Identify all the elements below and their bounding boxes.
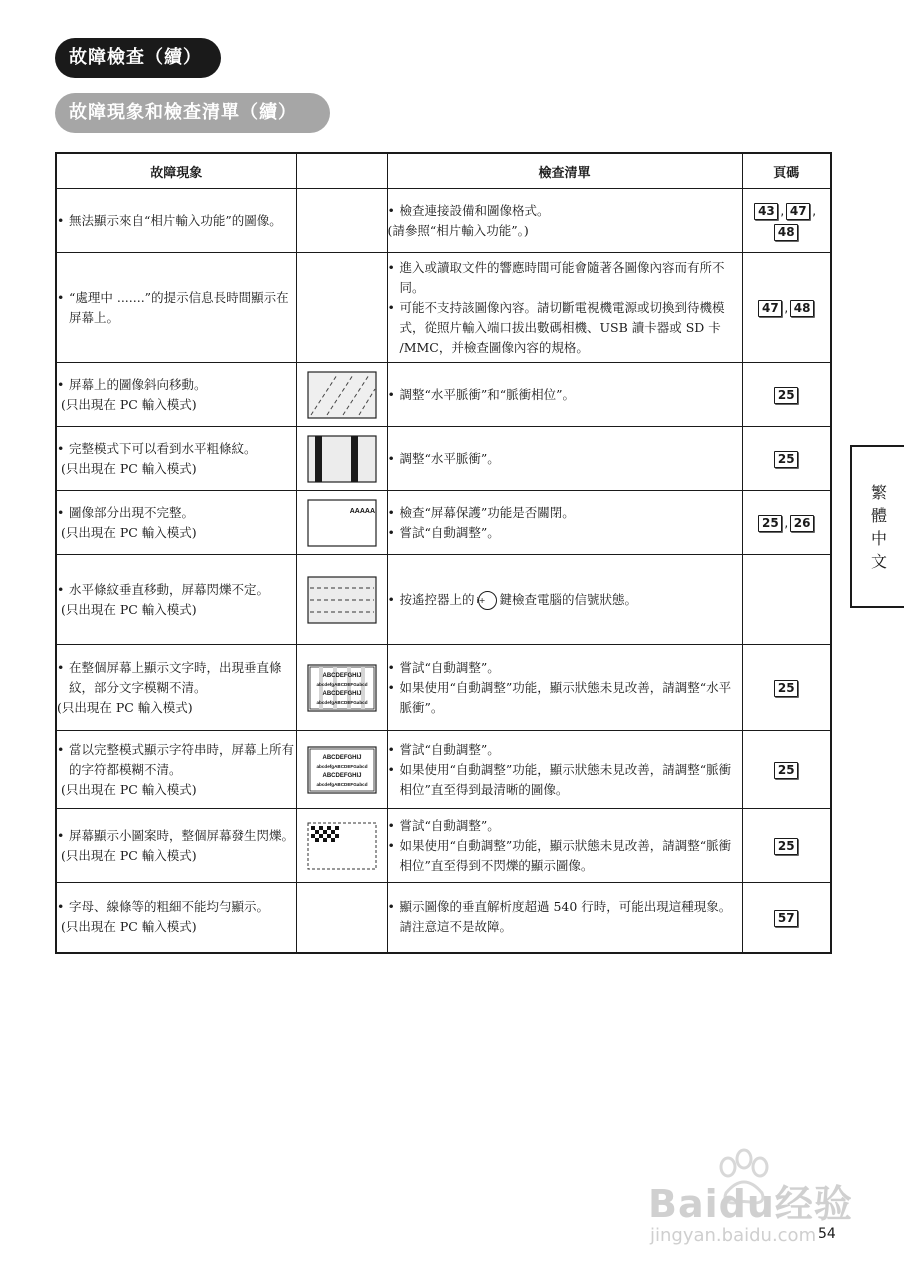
- troubleshooting-table: [55, 152, 832, 954]
- page-refs: [742, 427, 831, 491]
- language-tab-label: 繁體中文: [870, 483, 887, 571]
- cropped-text: AAAAA: [349, 507, 375, 515]
- symptom-text: • 圖像部分出現不完整。: [57, 503, 296, 523]
- symptom-text: • 屏幕顯示小圖案時，整個屏幕發生閃爍。: [57, 826, 296, 846]
- table-row: [56, 363, 831, 427]
- check-text: • 嘗試“自動調整”。: [388, 816, 742, 836]
- check-text: • 調整“水平脈衝”。: [388, 449, 742, 469]
- symptom-note: (只出現在 PC 輸入模式): [61, 460, 197, 476]
- symptom-note: (只出現在 PC 輸入模式): [61, 524, 197, 540]
- page-refs: [742, 883, 831, 953]
- symptom-note: (只出現在 PC 輸入模式): [61, 396, 197, 412]
- symptom-text: • 無法顯示來自“相片輸入功能”的圖像。: [57, 211, 296, 231]
- page-ref[interactable]: 25: [774, 451, 798, 468]
- page-ref[interactable]: 47: [786, 203, 810, 220]
- page-ref[interactable]: 43: [754, 203, 778, 220]
- header-checklist: 檢查清單: [387, 153, 742, 189]
- symptom-text: • 完整模式下可以看到水平粗條紋。: [57, 439, 296, 459]
- check-text: • 調整“水平脈衝”和“脈衝相位”。: [388, 385, 742, 405]
- symptom-note: (只出現在 PC 輸入模式): [61, 781, 197, 797]
- page-refs: [742, 731, 831, 809]
- page-ref[interactable]: 25: [774, 680, 798, 697]
- page-ref[interactable]: 47: [758, 300, 782, 317]
- cropped-text-image: [307, 499, 377, 547]
- symptom-text: • 當以完整模式顯示字符串時，屏幕上所有的字符都模糊不清。: [57, 740, 296, 780]
- symptom-note: (只出現在 PC 輸入模式): [57, 699, 193, 715]
- check-prefix: 按遙控器上的: [399, 591, 475, 607]
- symptom-note: (只出現在 PC 輸入模式): [61, 919, 197, 935]
- symptom-text: • 字母、線條等的粗細不能均勻顯示。: [57, 897, 296, 917]
- check-text: • 如果使用“自動調整”功能，顯示狀態未見改善，請調整“脈衝相位”直至得到不閃爍的顯示圖像。: [388, 836, 742, 876]
- header-image: [296, 153, 387, 189]
- page-ref[interactable]: 48: [774, 224, 798, 241]
- check-text: • 嘗試“自動調整”。: [388, 523, 742, 543]
- language-tab[interactable]: [850, 445, 904, 608]
- header-symptom: 故障現象: [56, 153, 296, 189]
- table-row: [56, 491, 831, 555]
- page-refs: [742, 555, 831, 645]
- vertical-bars-image: [307, 435, 377, 483]
- check-suffix: 鍵檢查電腦的信號狀態。: [499, 591, 638, 607]
- sample-text-line: abcdefgABCDEFGabcd: [315, 699, 368, 705]
- blurred-text-image: [307, 746, 377, 794]
- symptom-text: • “處理中 .......”的提示信息長時間顯示在屏幕上。: [57, 288, 296, 328]
- check-note: (請參照“相片輸入功能”。): [387, 222, 529, 238]
- page-ref[interactable]: 48: [790, 300, 814, 317]
- page-refs: [742, 645, 831, 731]
- page-number: 54: [818, 1226, 836, 1242]
- table-row: [56, 189, 831, 253]
- check-text: • 嘗試“自動調整”。: [388, 740, 742, 760]
- check-text: • 檢查“屏幕保護”功能是否關閉。: [388, 503, 742, 523]
- table-row: [56, 427, 831, 491]
- check-text: [388, 590, 742, 610]
- section-title: 故障檢查（續）: [55, 38, 221, 78]
- symptom-text: • 屏幕上的圖像斜向移動。: [57, 375, 296, 395]
- table-row: [56, 809, 831, 883]
- page-refs: [742, 363, 831, 427]
- symptom-text: • 在整個屏幕上顯示文字時，出現垂直條紋，部分文字模糊不清。: [57, 658, 296, 698]
- sample-text-line: abcdefgABCDEFGabcd: [315, 681, 368, 687]
- page-refs: 43 , 47 , 48: [742, 189, 831, 253]
- check-text: • 可能不支持該圖像內容。請切斷電視機電源或切換到待機模式，從照片輸入端口拔出數碼相機、USB 讀卡器或 SD 卡 /MMC，并檢查圖像內容的規格。: [388, 298, 742, 358]
- check-text: • 檢查連接設備和圖像格式。: [388, 201, 742, 221]
- watermark-logo: Baidu经验: [648, 1182, 853, 1226]
- page-refs: 47 , 48: [742, 253, 831, 363]
- watermark-url: jingyan.baidu.com: [650, 1225, 817, 1246]
- sample-text-line: ABCDEFGHIJ: [321, 772, 362, 779]
- page-ref[interactable]: 25: [758, 515, 782, 532]
- sample-text-line: ABCDEFGHIJ: [321, 672, 362, 679]
- table-row: [56, 555, 831, 645]
- diagonal-noise-image: [307, 371, 377, 419]
- symptom-text: • 水平條紋垂直移動，屏幕閃爍不定。: [57, 580, 296, 600]
- page-ref[interactable]: 26: [790, 515, 814, 532]
- check-text: • 如果使用“自動調整”功能，顯示狀態未見改善，請調整“脈衝相位”直至得到最清晰的圖像。: [388, 760, 742, 800]
- header-page: 頁碼: [742, 153, 831, 189]
- table-row: [56, 731, 831, 809]
- page-ref[interactable]: 25: [774, 387, 798, 404]
- text-with-vertical-stripes-image: [307, 664, 377, 712]
- sample-text-line: ABCDEFGHIJ: [321, 690, 362, 697]
- watermark: [640, 1145, 880, 1255]
- table-row: [56, 645, 831, 731]
- sample-text-line: abcdefgABCDEFGabcd: [315, 763, 368, 769]
- check-note: 請注意這不是故障。: [399, 919, 513, 935]
- sample-text-line: abcdefgABCDEFGabcd: [315, 781, 368, 787]
- subsection-title: 故障現象和檢查清單（續）: [55, 93, 330, 133]
- symptom-note: (只出現在 PC 輸入模式): [61, 601, 197, 617]
- table-row: [56, 883, 831, 953]
- check-text: • 如果使用“自動調整”功能，顯示狀態未見改善，請調整“水平脈衝”。: [388, 678, 742, 718]
- table-header-row: [56, 153, 831, 189]
- page-ref[interactable]: 25: [774, 762, 798, 779]
- check-text: • 進入或讀取文件的響應時間可能會隨著各圖像內容而有所不同。: [388, 258, 742, 298]
- sample-text-line: ABCDEFGHIJ: [321, 754, 362, 761]
- horizontal-stripes-image: [307, 576, 377, 624]
- page-ref[interactable]: 25: [774, 838, 798, 855]
- page-refs: 25 , 26: [742, 491, 831, 555]
- page-refs: [742, 809, 831, 883]
- checker-pattern-image: [307, 822, 377, 870]
- symptom-note: (只出現在 PC 輸入模式): [61, 847, 197, 863]
- check-text: • 顯示圖像的垂直解析度超過 540 行時，可能出現這種現象。: [388, 897, 742, 917]
- page-ref[interactable]: 57: [774, 910, 798, 927]
- info-button-icon: i+: [478, 591, 497, 610]
- check-text: • 嘗試“自動調整”。: [388, 658, 742, 678]
- table-row: [56, 253, 831, 363]
